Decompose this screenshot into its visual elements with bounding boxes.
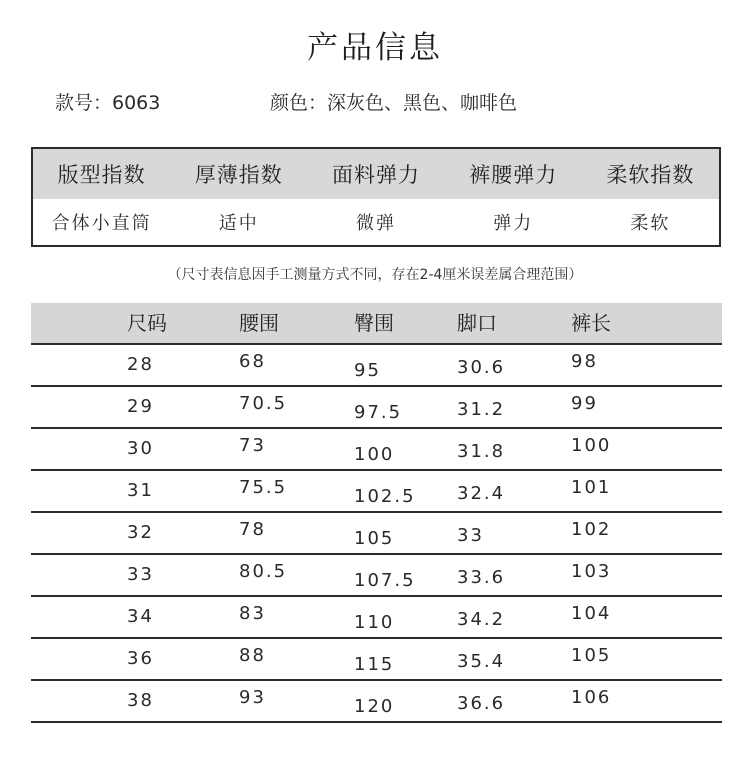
size-cell: 28 (127, 354, 154, 375)
attribute-value: 弹力 (493, 213, 534, 234)
length-cell: 100 (571, 435, 612, 456)
size-cell: 38 (127, 690, 154, 711)
size-table-header (31, 303, 722, 345)
waist-cell: 70.5 (239, 393, 288, 414)
waist-cell: 80.5 (239, 561, 288, 582)
measurement-note: （尺寸表信息因手工测量方式不同，存在2-4厘米误差属合理范围） (167, 267, 583, 283)
size-cell: 36 (127, 648, 154, 669)
attribute-header: 裤腰弹力 (469, 163, 558, 187)
hip-cell: 102.5 (354, 486, 416, 507)
attribute-value-row (33, 199, 719, 245)
length-cell: 104 (571, 603, 612, 624)
attribute-header-row (33, 149, 719, 199)
leg-opening-cell: 31.2 (457, 399, 506, 420)
waist-cell: 75.5 (239, 477, 288, 498)
waist-header: 腰围 (239, 311, 279, 335)
length-cell: 103 (571, 561, 612, 582)
waist-cell: 68 (239, 351, 266, 372)
leg-opening-cell: 32.4 (457, 483, 506, 504)
length-header: 裤长 (571, 311, 611, 335)
size-cell: 33 (127, 564, 154, 585)
size-cell: 34 (127, 606, 154, 627)
leg-opening-cell: 33.6 (457, 567, 506, 588)
hip-cell: 110 (354, 612, 395, 633)
color-options: 颜色：深灰色、黑色、咖啡色 (270, 92, 518, 114)
table-row (31, 681, 722, 723)
waist-cell: 93 (239, 687, 266, 708)
attribute-value: 合体小直筒 (51, 213, 152, 234)
leg-opening-cell: 31.8 (457, 441, 506, 462)
hip-cell: 97.5 (354, 402, 403, 423)
size-cell: 29 (127, 396, 154, 417)
length-cell: 98 (571, 351, 598, 372)
model-number: 款号：6063 (55, 92, 161, 114)
hip-cell: 120 (354, 696, 395, 717)
leg-opening-cell: 34.2 (457, 609, 506, 630)
hip-header: 臀围 (354, 311, 394, 335)
attribute-header: 面料弹力 (332, 163, 420, 187)
size-cell: 31 (127, 480, 154, 501)
table-row (31, 387, 722, 429)
table-row (31, 429, 722, 471)
hip-cell: 105 (354, 528, 395, 549)
leg-opening-cell: 35.4 (457, 651, 506, 672)
leg-opening-cell: 36.6 (457, 693, 506, 714)
waist-cell: 83 (239, 603, 266, 624)
length-cell: 99 (571, 393, 598, 414)
hip-cell: 100 (354, 444, 395, 465)
attribute-value: 柔软 (630, 213, 671, 234)
leg-opening-cell: 33 (457, 525, 484, 546)
size-table (31, 303, 722, 723)
size-cell: 32 (127, 522, 154, 543)
hip-cell: 95 (354, 360, 381, 381)
table-row (31, 555, 722, 597)
leg-opening-header: 脚口 (457, 311, 497, 335)
table-row (31, 345, 722, 387)
waist-cell: 88 (239, 645, 266, 666)
leg-opening-cell: 30.6 (457, 357, 506, 378)
waist-cell: 78 (239, 519, 266, 540)
waist-cell: 73 (239, 435, 266, 456)
attribute-header: 厚薄指数 (194, 163, 283, 187)
length-cell: 106 (571, 687, 612, 708)
table-row (31, 639, 722, 681)
length-cell: 101 (571, 477, 612, 498)
attribute-header: 柔软指数 (606, 163, 695, 187)
table-row (31, 471, 722, 513)
length-cell: 102 (571, 519, 612, 540)
length-cell: 105 (571, 645, 612, 666)
attribute-value: 适中 (218, 213, 259, 234)
hip-cell: 115 (354, 654, 395, 675)
size-header: 尺码 (127, 311, 167, 335)
table-row (31, 597, 722, 639)
attribute-value: 微弹 (356, 213, 396, 234)
page-title: 产品信息 (307, 30, 443, 66)
attribute-table (31, 147, 721, 247)
size-cell: 30 (127, 438, 154, 459)
hip-cell: 107.5 (354, 570, 416, 591)
attribute-header: 版型指数 (57, 163, 146, 187)
table-row (31, 513, 722, 555)
